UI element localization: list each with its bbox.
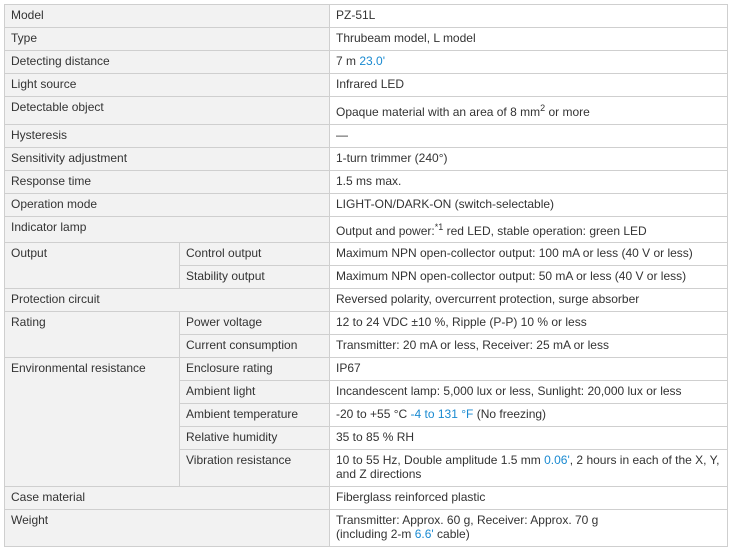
value-imperial: 23.0'	[359, 54, 386, 68]
row-value: Transmitter: 20 mA or less, Receiver: 25 mA or less	[330, 335, 728, 358]
row-label: Detecting distance	[5, 51, 330, 74]
sub-label: Current consumption	[180, 335, 330, 358]
row-label: Hysteresis	[5, 125, 330, 148]
row-value: 1-turn trimmer (240°)	[330, 148, 728, 171]
sub-label: Enclosure rating	[180, 358, 330, 381]
row-value	[330, 450, 728, 487]
group-label: Environmental resistance	[5, 358, 180, 487]
row-value: PZ-51L	[330, 5, 728, 28]
table-row	[5, 97, 728, 125]
row-label: Sensitivity adjustment	[5, 148, 330, 171]
row-value: Infrared LED	[330, 74, 728, 97]
sub-label: Relative humidity	[180, 427, 330, 450]
row-value: 1.5 ms max.	[330, 171, 728, 194]
table-row	[5, 148, 728, 171]
spec-table	[4, 4, 728, 547]
table-row	[5, 171, 728, 194]
sub-label: Stability output	[180, 266, 330, 289]
table-row	[5, 125, 728, 148]
table-row	[5, 510, 728, 547]
table-row	[5, 243, 728, 266]
sub-label: Vibration resistance	[180, 450, 330, 487]
row-value: Incandescent lamp: 5,000 lux or less, Sunlight: 20,000 lux or less	[330, 381, 728, 404]
row-value: Maximum NPN open-collector output: 100 mA or less (40 V or less)	[330, 243, 728, 266]
table-row	[5, 74, 728, 97]
table-row	[5, 28, 728, 51]
row-value: Fiberglass reinforced plastic	[330, 487, 728, 510]
table-row	[5, 289, 728, 312]
row-value: IP67	[330, 358, 728, 381]
table-row	[5, 312, 728, 335]
value-text: Output and power:	[336, 224, 435, 238]
value-text: , 2 hours in each of the X, Y, and Z directions	[336, 453, 720, 481]
row-value: Reversed polarity, overcurrent protection, surge absorber	[330, 289, 728, 312]
footnote-mark: *1	[434, 222, 444, 232]
row-value: 12 to 24 VDC ±10 %, Ripple (P-P) 10 % or less	[330, 312, 728, 335]
sub-label: Ambient temperature	[180, 404, 330, 427]
value-text: Transmitter: Approx. 60 g, Receiver: Approx. 70 g	[336, 513, 599, 527]
value-imperial: -4 to 131 °F	[410, 407, 474, 421]
row-label: Response time	[5, 171, 330, 194]
sub-label: Power voltage	[180, 312, 330, 335]
table-row	[5, 5, 728, 28]
row-value: LIGHT-ON/DARK-ON (switch-selectable)	[330, 194, 728, 217]
row-value: —	[330, 125, 728, 148]
superscript: 2	[540, 103, 546, 113]
table-row	[5, 51, 728, 74]
row-label: Case material	[5, 487, 330, 510]
value-text: Opaque material with an area of 8 mm	[336, 105, 541, 119]
value-text: -20 to +55 °C	[336, 407, 411, 421]
row-value	[330, 510, 728, 547]
row-label: Protection circuit	[5, 289, 330, 312]
table-row	[5, 217, 728, 243]
group-label: Output	[5, 243, 180, 289]
row-value: Thrubeam model, L model	[330, 28, 728, 51]
value-imperial: 6.6'	[414, 527, 434, 541]
value-text: 10 to 55 Hz, Double amplitude 1.5 mm	[336, 453, 545, 467]
row-value: Maximum NPN open-collector output: 50 mA or less (40 V or less)	[330, 266, 728, 289]
row-value	[330, 404, 728, 427]
table-row	[5, 487, 728, 510]
value-metric: 7 m	[336, 54, 357, 68]
row-value	[330, 97, 728, 125]
row-value: 35 to 85 % RH	[330, 427, 728, 450]
table-row	[5, 358, 728, 381]
value-text: cable)	[433, 527, 470, 541]
row-label: Indicator lamp	[5, 217, 330, 243]
sub-label: Control output	[180, 243, 330, 266]
value-text: (including 2-m	[336, 527, 415, 541]
row-label: Detectable object	[5, 97, 330, 125]
row-label: Model	[5, 5, 330, 28]
row-label: Weight	[5, 510, 330, 547]
row-label: Operation mode	[5, 194, 330, 217]
value-text: or more	[545, 105, 590, 119]
row-value	[330, 51, 728, 74]
value-text: (No freezing)	[473, 407, 547, 421]
table-row	[5, 194, 728, 217]
row-label: Light source	[5, 74, 330, 97]
group-label: Rating	[5, 312, 180, 358]
value-text: red LED, stable operation: green LED	[443, 224, 647, 238]
row-value	[330, 217, 728, 243]
sub-label: Ambient light	[180, 381, 330, 404]
row-label: Type	[5, 28, 330, 51]
value-imperial: 0.06'	[544, 453, 570, 467]
